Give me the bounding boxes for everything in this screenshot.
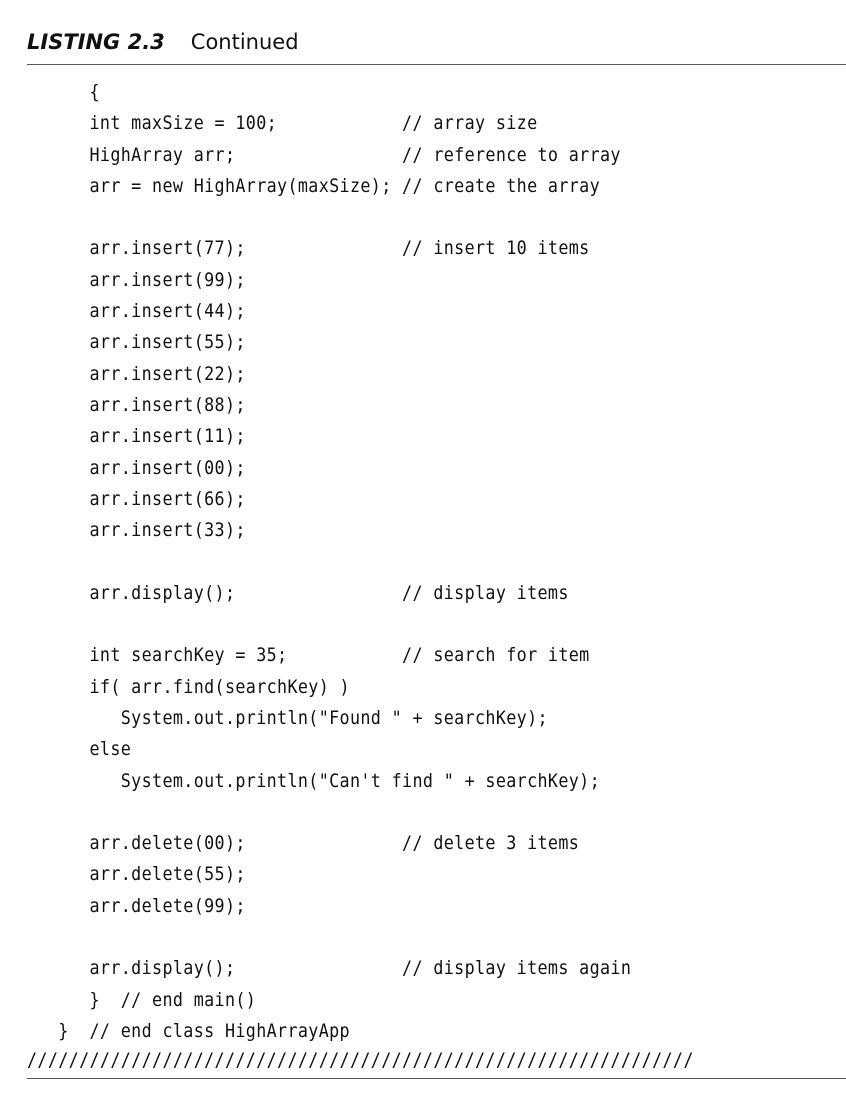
header-rule [27, 64, 846, 65]
code-line: arr.insert(77); // insert 10 items [27, 237, 590, 260]
code-line: } // end main() [27, 988, 257, 1011]
code-line: arr.display(); // display items [27, 581, 569, 604]
code-line: HighArray arr; // reference to array [27, 143, 621, 166]
code-line: arr.insert(33); [27, 519, 246, 542]
code-line: arr.insert(55); [27, 331, 246, 354]
code-line: arr.display(); // display items again [27, 957, 632, 980]
code-line: arr = new HighArray(maxSize); // create the array [27, 174, 601, 197]
listing-header [27, 30, 299, 54]
code-listing [27, 77, 631, 1047]
code-line: arr.delete(99); [27, 894, 246, 917]
code-line: arr.insert(00); [27, 456, 246, 479]
code-line [27, 609, 631, 640]
code-line: arr.delete(00); // delete 3 items [27, 832, 580, 855]
code-line: arr.insert(66); [27, 487, 246, 510]
code-line [27, 546, 631, 577]
code-line [27, 202, 631, 233]
end-comment-rule: //////////////////////////////////////////////////////////////// [27, 1049, 694, 1071]
code-line [27, 797, 631, 828]
listing-caption: Continued [190, 30, 299, 54]
footer-rule [27, 1078, 846, 1079]
code-line: arr.insert(11); [27, 425, 246, 448]
code-line: arr.insert(99); [27, 268, 246, 291]
code-line: System.out.println("Found " + searchKey); [27, 706, 548, 729]
listing-label: LISTING 2.3 [27, 30, 165, 54]
code-line: int searchKey = 35; // search for item [27, 644, 590, 667]
code-line: } // end class HighArrayApp [27, 1019, 350, 1042]
code-line: arr.insert(44); [27, 300, 246, 323]
code-line: { [27, 81, 100, 103]
code-line: arr.delete(55); [27, 863, 246, 886]
code-line [27, 922, 631, 953]
code-line: else [27, 738, 132, 761]
code-line: int maxSize = 100; // array size [27, 112, 538, 135]
code-line: if( arr.find(searchKey) ) [27, 675, 350, 698]
code-line: System.out.println("Can't find " + searchKey); [27, 769, 601, 792]
code-line: arr.insert(88); [27, 393, 246, 416]
code-line: arr.insert(22); [27, 362, 246, 385]
